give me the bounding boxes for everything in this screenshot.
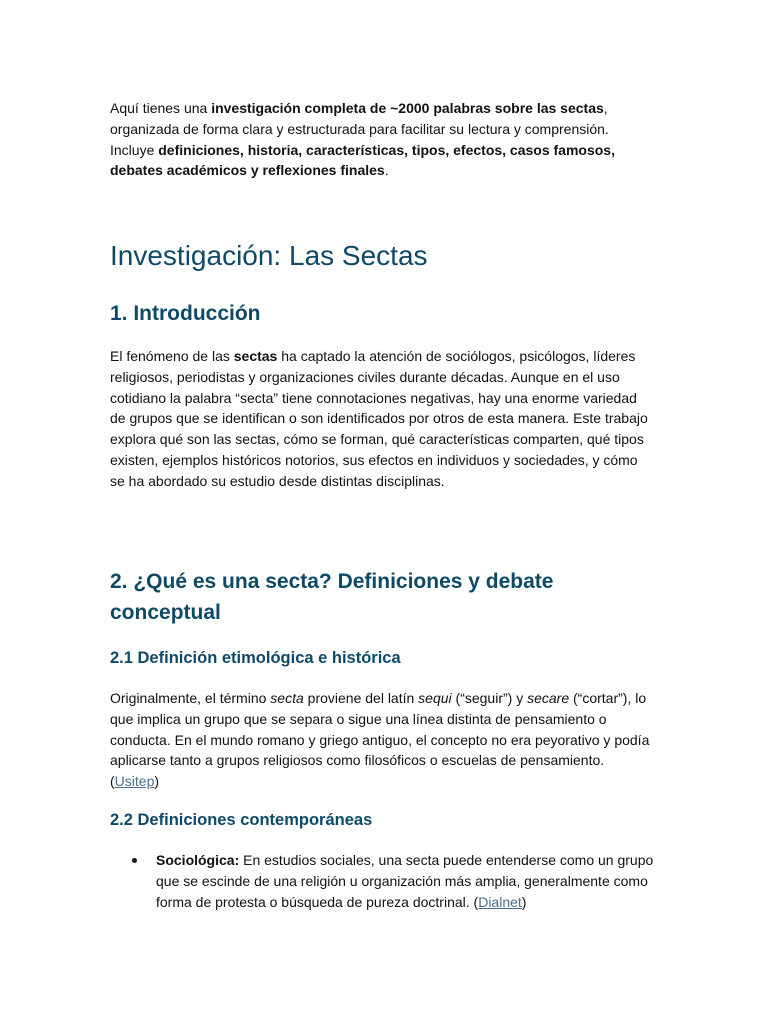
s1-text-1: El fenómeno de las	[110, 348, 234, 364]
intro-text-2: , organizada de forma clara y estructurada para facilitar su lectura y comprensión. Incluye	[110, 100, 609, 158]
intro-bold-2: definiciones, historia, características, tipos, efectos, casos famosos, debates académicos y reflexiones finales	[110, 141, 615, 179]
usitep-link[interactable]: Usitep	[114, 773, 155, 790]
s1-text-2: ha captado la atención de sociólogos, psicólogos, líderes religiosos, periodistas y organizaciones civiles durante décadas. Aunque en el uso cotidiano la palabra “secta” tiene connotaciones negativas, hay una enorme variedad de grupos que se identifican o son identificados por otros de esta manera. Este trabajo explora qué son las sectas, cómo se forman, qué características comparten, qué tipos existen, ejemplos históricos notorios, sus efectos en individuos y sociedades, y cómo se ha abordado su estudio desde distintas disciplinas.	[110, 348, 648, 489]
section-1-heading: 1. Introducción	[110, 302, 261, 325]
subsection-2-1	[110, 646, 655, 670]
s21-text-5: )	[154, 773, 160, 790]
intro-paragraph	[110, 98, 655, 181]
bullet-text: En estudios sociales, una secta puede entenderse como un grupo que se escinde de una religión u organización más amplia, generalmente como forma de protesta o búsqueda de pureza doctrinal. (	[156, 852, 654, 910]
s21-italic-2: sequi	[418, 690, 452, 706]
intro-bold-1: investigación completa de ~2000 palabras sobre las sectas	[211, 100, 604, 116]
s21-text-4: (“cortar”), lo que implica un grupo que se separa o sigue una línea distinta de pensamiento o conducta. En el mundo romano y griego antiguo, el concepto no era peyorativo y podía aplicarse tanto a grupos religiosos como filosóficos o escuelas de pensamiento. (	[110, 690, 650, 790]
list-item	[110, 850, 655, 912]
s21-text-1: Originalmente, el término	[110, 690, 271, 706]
bullet-end: )	[521, 893, 527, 910]
section-2-heading: 2. ¿Qué es una secta? Definiciones y debate conceptual	[110, 570, 554, 624]
section-1-paragraph	[110, 346, 655, 492]
subsection-2-1-paragraph	[110, 688, 655, 792]
section-1	[110, 298, 655, 329]
bullet-label: Sociológica:	[156, 852, 240, 868]
s21-text-2: proviene del latín	[303, 690, 419, 706]
s21-italic-3: secare	[527, 690, 570, 706]
s21-text-3: (“seguir”) y	[451, 690, 528, 706]
subsection-2-2-heading: 2.2 Definiciones contemporáneas	[110, 811, 373, 829]
s21-italic-1: secta	[270, 690, 304, 706]
s1-bold-1: sectas	[233, 348, 278, 364]
definitions-list	[110, 850, 655, 912]
section-2	[110, 566, 655, 628]
intro-text-3: .	[384, 162, 389, 179]
dialnet-link[interactable]: Dialnet	[478, 893, 522, 910]
intro-text-1: Aquí tienes una	[110, 100, 212, 116]
bullet-icon	[132, 858, 137, 863]
document-title: Investigación: Las Sectas	[110, 240, 428, 271]
subsection-2-2	[110, 808, 655, 832]
subsection-2-1-heading: 2.1 Definición etimológica e histórica	[110, 649, 401, 667]
